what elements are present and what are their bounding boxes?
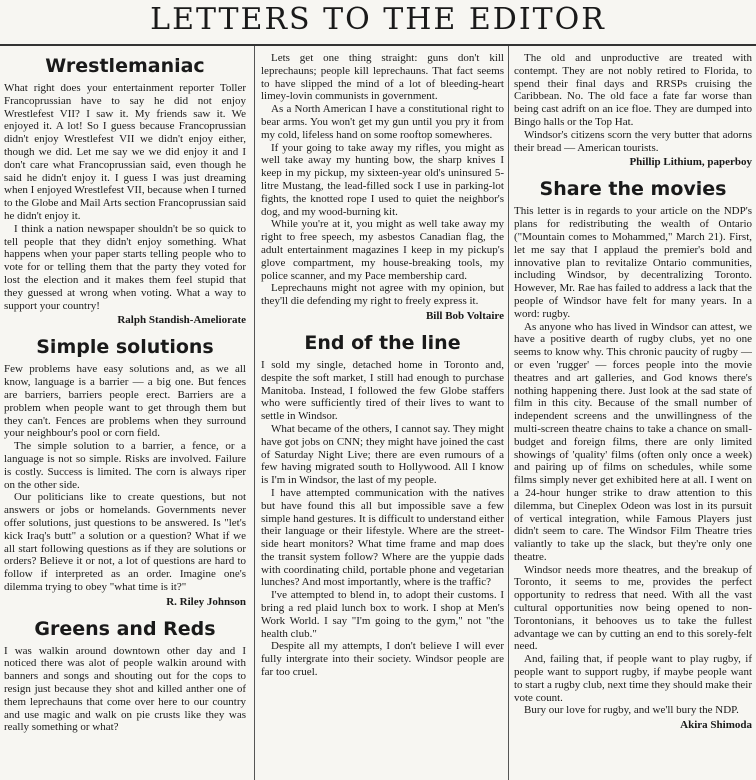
letter-end-of-the-line-continued <box>514 52 752 169</box>
letter-paragraph: I have attempted communication with the natives but have found this all but impossible save a few simple hand gestures. It is difficult to understand either their language or their lifestyle. Where are the street-side heart monitors? What time frame and map does the transit system follow? Where are the yuppie dads with coordinating child, portable phone and vegetarian lunches? And most importantly, where is the traffic? <box>261 486 504 589</box>
letter-paragraph: As anyone who has lived in Windsor can attest, we have a positive dearth of rugby clubs, yet no one seems to know why. This chronic paucity of rugby — or even 'rugger' — forces people into the movie theatres and art galleries, and God knows there's nothing happening there. Just look at the sad state of film in this city. Because of the small number of independent screens and the unwillingness of the multi-screen theatre chains to take a chance on small-budget and foreign films, there are only limited showings of 'quality' films (often only once a week) and pairing up of films on schedules, while some films simply never get exhibited here at all. I went on a 24-hour hunger strike to draw attention to this dilemma, but Cineplex Odeon was lost in its pursuit of vertical integration, while Famous Players just didn't seem to care. The Windsor Film Theatre tries valiantly to take up the slack, but they're only one theatre. <box>514 320 752 563</box>
column-divider <box>254 46 255 780</box>
letter-headline: Greens and Reds <box>34 617 216 640</box>
column-3 <box>514 46 752 780</box>
letter-paragraph: Leprechauns might not agree with my opinion, but they'll die defending my right to freely express it. <box>261 282 504 308</box>
letter-paragraph: As a North American I have a constitutional right to bear arms. You won't get my gun until you pry it from my cold, lifeless hand on some rooftop somewheres. <box>261 103 504 141</box>
letter-wrestlemaniac <box>4 54 246 327</box>
letter-paragraph: Our politicians like to create questions, but not answers or jobs or homelands. Governments never offer solutions, just questions to be answered. Is "let's kick Iraq's butt" a solution or a question? What if we all start following questions as if they are solutions or orders? Believe it or not, a lot of questions are hard to follow if interpreted as an order. Imagine one's dilemma trying to obey "what time is it?" <box>4 491 246 593</box>
letter-paragraph: I was walkin around downtown other day and I noticed there was alot of people walkin around with banners and songs and shouting out for the cops to resign just because they shot and killed anther one of them leprechauns that come over here to our country and use magic and walk on pie crusts like they was really something or what? <box>4 644 246 734</box>
letter-paragraph: Despite all my attempts, I don't believe I will ever fully intergrate into their society. Windsor people are far too cruel. <box>261 640 504 679</box>
letter-paragraph: The old and unproductive are treated with contempt. They are not nobly retired to Florida, to spend their final days and RRSPs cruising the Caribbean. No. The old face a fate far worse than being cast adrift on an ice floe. They are dumped into Bingo halls or the Top Hat. <box>514 52 752 128</box>
letter-paragraph: And, failing that, if people want to play rugby, if people want to support rugby, if maybe people want to start a rugby club, next time they should make their vote count. <box>514 653 752 704</box>
letter-simple-solutions <box>4 335 246 608</box>
letter-paragraph: This letter is in regards to your article on the NDP's plans for redistributing the wealth of Ontario ("Mountain comes to Mohammed," March 21). First, let me say that I applaud the premier's bold and innovative plan to revitalize Ontario communities, including Windsor, by decentralizing Toronto. However, Mr. Rae has failed to address a lack that the people of Windsor have felt for many years. In a word: rugby. <box>514 205 752 320</box>
letter-paragraph: Bury our love for rugby, and we'll bury the NDP. <box>524 704 739 717</box>
letter-paragraph: I've attempted to blend in, to adopt their customs. I bring a red plaid lunch box to work. I shop at Men's Work World. I say "I'm going to the gym," not "the health club." <box>261 589 504 640</box>
letter-paragraph: What became of the others, I cannot say. They might have got jobs on CNN; they might have joined the cast of Saturday Night Live; there are even rumours of a few having migrated south to Hollywood. All I know is I'm in Windsor, the last of my people. <box>261 422 504 487</box>
page-header <box>0 0 756 46</box>
letter-headline: End of the line <box>304 331 461 354</box>
letter-headline: Simple solutions <box>36 336 214 359</box>
letter-paragraph: Windsor's citizens scorn the very butter that adorns their bread — American tourists. <box>514 128 752 154</box>
letter-share-the-movies <box>514 177 752 732</box>
column-2 <box>261 46 504 780</box>
letter-paragraph: The simple solution to a barrier, a fence, or a language is not so simple. Risks are involved. Failure is costly. Success is limited. The corn is always riper on the other side. <box>4 440 246 491</box>
letter-paragraph: Lets get one thing straight: guns don't kill leprechauns; people kill leprechauns. That fact seems to have slipped the mind of a lot of bleeding-heart limey-lovin communists in government. <box>261 52 504 103</box>
letter-paragraph: I sold my single, detached home in Toronto and, despite the soft market, I still had enough to purchase Manitoba. Instead, I followed the few Globe staffers who were sufficiently tired of their lives to want to settle in Windsor. <box>261 358 504 423</box>
letter-signature: Akira Shimoda <box>680 719 752 732</box>
letter-greens-and-reds <box>4 617 246 735</box>
letter-signature: Phillip Lithium, paperboy <box>629 156 752 169</box>
letter-greens-and-reds-continued <box>261 52 504 323</box>
letter-paragraph: What right does your entertainment reporter Toller Francoprussian have to say he did not enjoy Wrestlefest VII? I saw it. My friends saw it. We enjoyed it. A lot! So I guess because Francoprussian didn't enjoy Wrestlefest VII we didn't enjoy either, though we did. Let me say we we did enjoy it and I don't care what Francoprussian said, even though he said he didn't enjoy it. I guess I was just dreaming when I enjoyed Wrestlefest VII, because when I turned to the Globe and Mail Arts section Francoprussian said he didn't enjoy it. <box>4 82 246 222</box>
letter-paragraph: If your going to take away my rifles, you might as well take away my hunting bow, the sharp knives I keep in my pickup, my sixteen-year old's uninsured 5-litre Mustang, the lead-filled sock I use in parking-lot fights, the knotted rope I used to quiet the neighbor's dog, and my wood-burning kit. <box>261 141 504 218</box>
letter-signature: R. Riley Johnson <box>166 595 246 608</box>
column-1 <box>4 46 246 780</box>
letter-paragraph: I think a nation newspaper shouldn't be so quick to tell people that they didn't enjoy something. What happens when your paper starts telling people who to vote for or telling them that the party they voted for lost the election and it makes them feel stupid that they guessed at wrong when voting. What a way to support your country! <box>4 222 246 312</box>
letter-signature: Bill Bob Voltaire <box>425 309 504 322</box>
letter-headline: Share the movies <box>539 178 727 201</box>
letter-paragraph: Windsor needs more theatres, and the breakup of Toronto, it seems to me, provides the perfect opportunity to redress that need. With all the vast cultural opportunities now being opened to non-Torontonians, it behooves us to take the fullest advantage we can by cutting an end to this sorely-felt need. <box>514 563 752 653</box>
letter-paragraph: Few problems have easy solutions and, as we all know, language is a barrier — a big one. But fences are barriers, barriers people erect. Barriers are a problem when people want to get through them but they can't. Fences are problems when they surround your neighbour's pool or corn field. <box>4 363 246 440</box>
letter-signature: Ralph Standish-Ameliorate <box>117 314 246 327</box>
letter-headline: Wrestlemaniac <box>45 55 205 77</box>
letter-paragraph: While you're at it, you might as well take away my right to free speech, my asbestos Canadian flag, the adult entertainment magazines I keep in my pickup's glove compartment, my house-breaking tools, my police scanner, and my Pace membership card. <box>261 218 504 282</box>
page-title: LETTERS TO THE EDITOR <box>150 2 606 37</box>
letter-end-of-the-line <box>261 331 504 679</box>
column-divider <box>508 46 509 780</box>
